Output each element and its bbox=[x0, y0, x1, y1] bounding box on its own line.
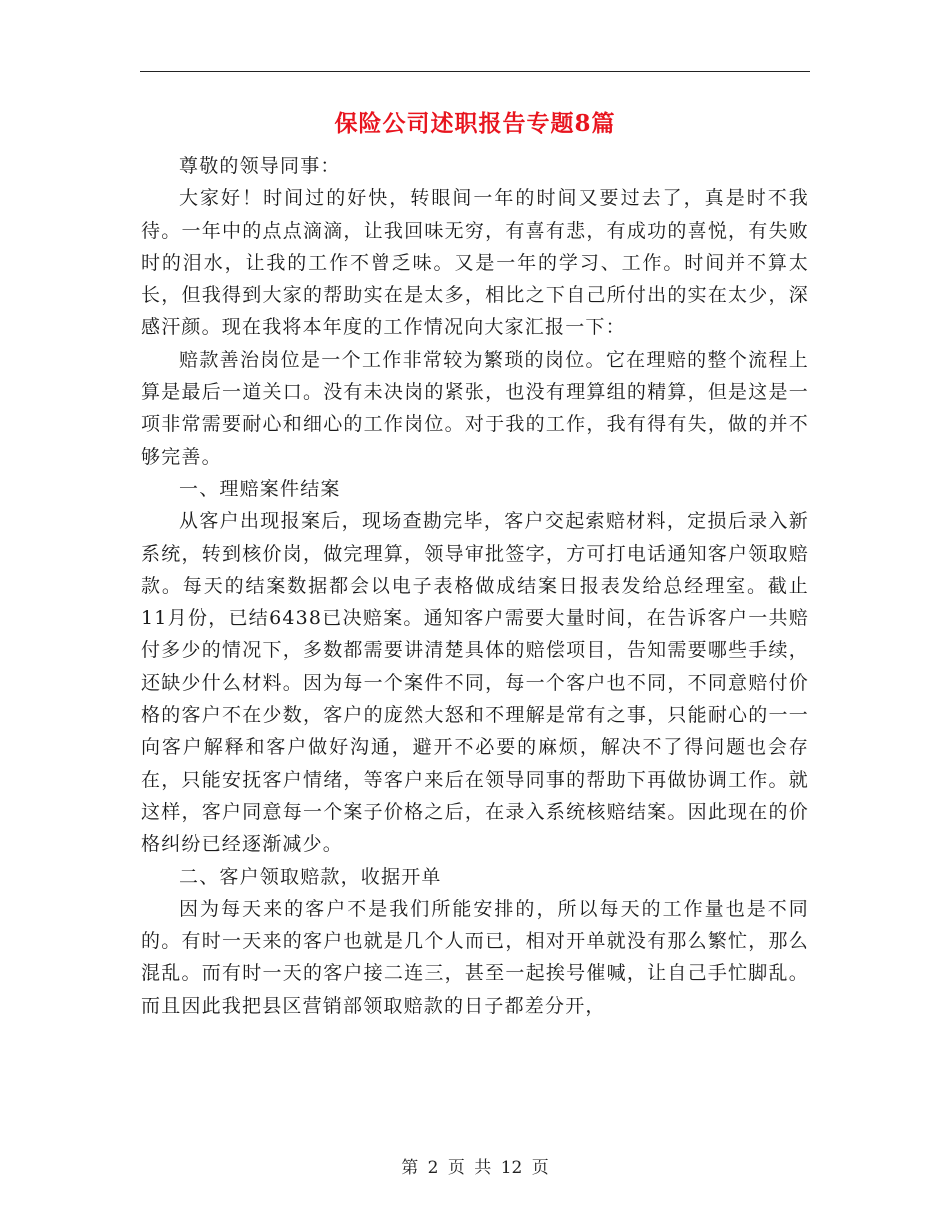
page-number-footer: 第 2 页 共 12 页 bbox=[401, 1158, 549, 1178]
intro-paragraph: 大家好！时间过的好快，转眼间一年的时间又要过去了，真是时不我待。一年中的点点滴滴，让我回味无穷，有喜有悲，有成功的喜悦，有失败时的泪水，让我的工作不曾乏味。又是一年的学习、工作。时间并不算太长，但我得到大家的帮助实在是太多，相比之下自己所付出的实在太少，深感汗颜。现在我将本年度的工作情况向大家汇报一下： bbox=[141, 187, 809, 339]
section-2-paragraph: 因为每天来的客户不是我们所能安排的，所以每天的工作量也是不同的。有时一天来的客户也就是几个人而已，相对开单就没有那么繁忙，那么混乱。而有时一天的客户接二连三，甚至一起挨号催喊，让自己手忙脚乱。而且因此我把县区营销部领取赔款的日子都差分开， bbox=[141, 897, 809, 1017]
document-title: 保险公司述职报告专题8篇 bbox=[334, 110, 616, 137]
section-1-paragraph: 从客户出现报案后，现场查勘完毕，客户交起索赔材料，定损后录入新系统，转到核价岗，做完理算，领导审批签字，方可打电话通知客户领取赔款。每天的结案数据都会以电子表格做成结案日报表发给总经理室。截止11月份，已结6438已决赔案。通知客户需要大量时间，在告诉客户一共赔付多少的情况下，多数都需要讲清楚具体的赔偿项目，告知需要哪些手续，还缺少什么材料。因为每一个案件不同，每一个客户也不同，不同意赔付价格的客户不在少数，客户的庞然大怒和不理解是常有之事，只能耐心的一一向客户解释和客户做好沟通，避开不必要的麻烦，解决不了得问题也会存在，只能安抚客户情绪，等客户来后在领导同事的帮助下再做协调工作。就这样，客户同意每一个案子价格之后，在录入系统核赔结案。因此现在的价格纠纷已经逐渐减少。 bbox=[141, 510, 809, 856]
section-heading-2: 二、客户领取赔款，收据开单 bbox=[179, 865, 442, 888]
header-rule bbox=[140, 71, 810, 72]
role-paragraph: 赔款善治岗位是一个工作非常较为繁琐的岗位。它在理赔的整个流程上算是最后一道关口。没有未决岗的紧张，也没有理算组的精算，但是这是一项非常需要耐心和细心的工作岗位。对于我的工作，我有得有失，做的并不够完善。 bbox=[141, 348, 809, 468]
section-heading-1: 一、理赔案件结案 bbox=[179, 477, 341, 500]
salutation-paragraph: 尊敬的领导同事： bbox=[179, 155, 341, 177]
document-body bbox=[141, 150, 809, 1022]
